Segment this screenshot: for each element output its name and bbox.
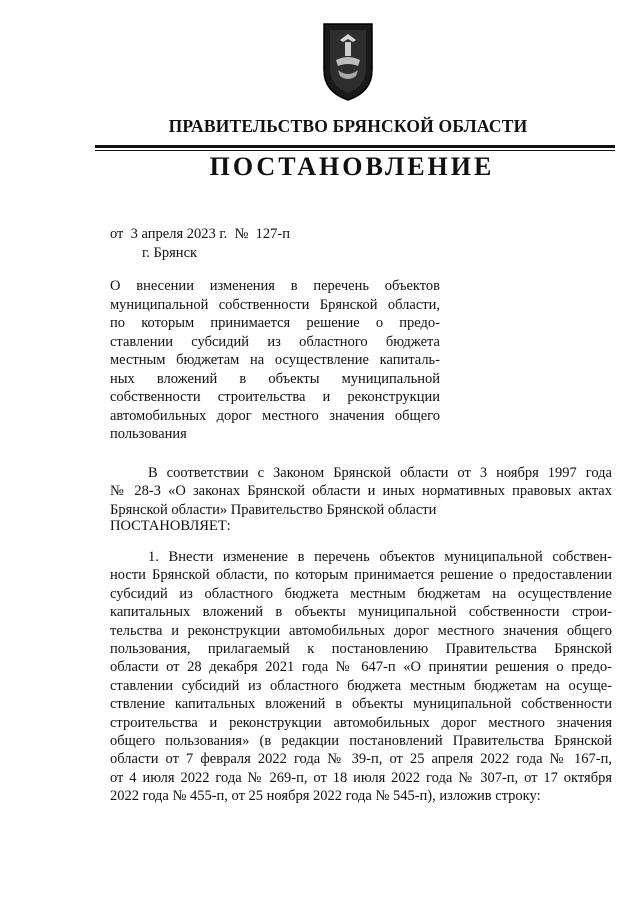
paragraph-line: 1. Внести изменение в перечень объектов муниципальной собствен- <box>148 549 612 565</box>
paragraph-line: капитальных вложений в объекты муниципальной собственности строи- <box>110 604 612 621</box>
header-rule-thick <box>95 145 615 148</box>
document-subject <box>110 277 440 444</box>
subject-line: пользования <box>110 426 187 442</box>
paragraph-line: области от 7 февраля 2022 года № 39-п, от 25 апреля 2022 года № 167-п, <box>110 751 612 768</box>
paragraph-line: 2022 года № 455-п, от 25 ноября 2022 года № 545-п), изложив строку: <box>110 788 541 805</box>
subject-line: муниципальной собственности Брянской области, <box>110 296 440 313</box>
subject-line: собственности строительства и реконструкции <box>110 389 440 405</box>
subject-line: ных вложений в объекты муниципальной <box>110 370 440 387</box>
preamble-paragraph <box>110 464 612 519</box>
paragraph-line: общего пользования» (в редакции постановлений Правительства Брянской <box>110 733 612 750</box>
document-type-heading: ПОСТАНОВЛЕНИЕ <box>209 152 495 181</box>
header-rule-thin <box>95 150 615 151</box>
paragraph-line: строительства и реконструкции автомобильных дорог местного значения <box>110 714 612 731</box>
subject-line: автомобильных дорог местного значения общего <box>110 407 440 424</box>
document-city: г. Брянск <box>142 245 198 261</box>
item-1-paragraph <box>110 548 612 806</box>
paragraph-line: ности Брянской области, по которым принимается решение о предоставлении <box>110 567 612 584</box>
subject-line: по которым принимается решение о предо- <box>110 315 440 331</box>
paragraph-line: ставлении субсидий из областного бюджета местным бюджетам на осуще- <box>110 677 612 694</box>
paragraph-line: от 4 июля 2022 года № 269-п, от 18 июля 2022 года № 307-п, от 17 октября <box>110 769 612 786</box>
subject-line: О внесении изменения в перечень объектов <box>110 278 440 294</box>
subject-line: местным бюджетам на осуществление капиталь- <box>110 352 440 368</box>
subject-line: ставлении субсидий из областного бюджета <box>110 333 440 350</box>
paragraph-line: Брянской области» Правительство Брянской области <box>110 501 437 518</box>
paragraph-line: № 28-З «О законах Брянской области и иных нормативных правовых актах <box>110 483 612 500</box>
decree-word: ПОСТАНОВЛЯЕТ: <box>110 518 231 534</box>
coat-of-arms-icon <box>318 20 378 104</box>
paragraph-line: В соответствии с Законом Брянской области от 3 ноября 1997 года <box>148 465 612 481</box>
paragraph-line: ствление капитальных вложений в объекты муниципальной собственности <box>110 696 612 713</box>
paragraph-line: пользования, прилагаемый к постановлению Правительства Брянской <box>110 641 612 658</box>
paragraph-line: тельства и реконструкции автомобильных дорог местного значения общего <box>110 622 612 639</box>
paragraph-line: субсидий из областного бюджета местным бюджетам на осуществление <box>110 585 612 602</box>
organization-title: ПРАВИТЕЛЬСТВО БРЯНСКОЙ ОБЛАСТИ <box>168 116 528 136</box>
paragraph-line: области от 28 декабря 2021 года № 647-п «О принятии решения о предо- <box>110 659 612 676</box>
document-date-number: от 3 апреля 2023 г. № 127-п <box>110 226 290 242</box>
